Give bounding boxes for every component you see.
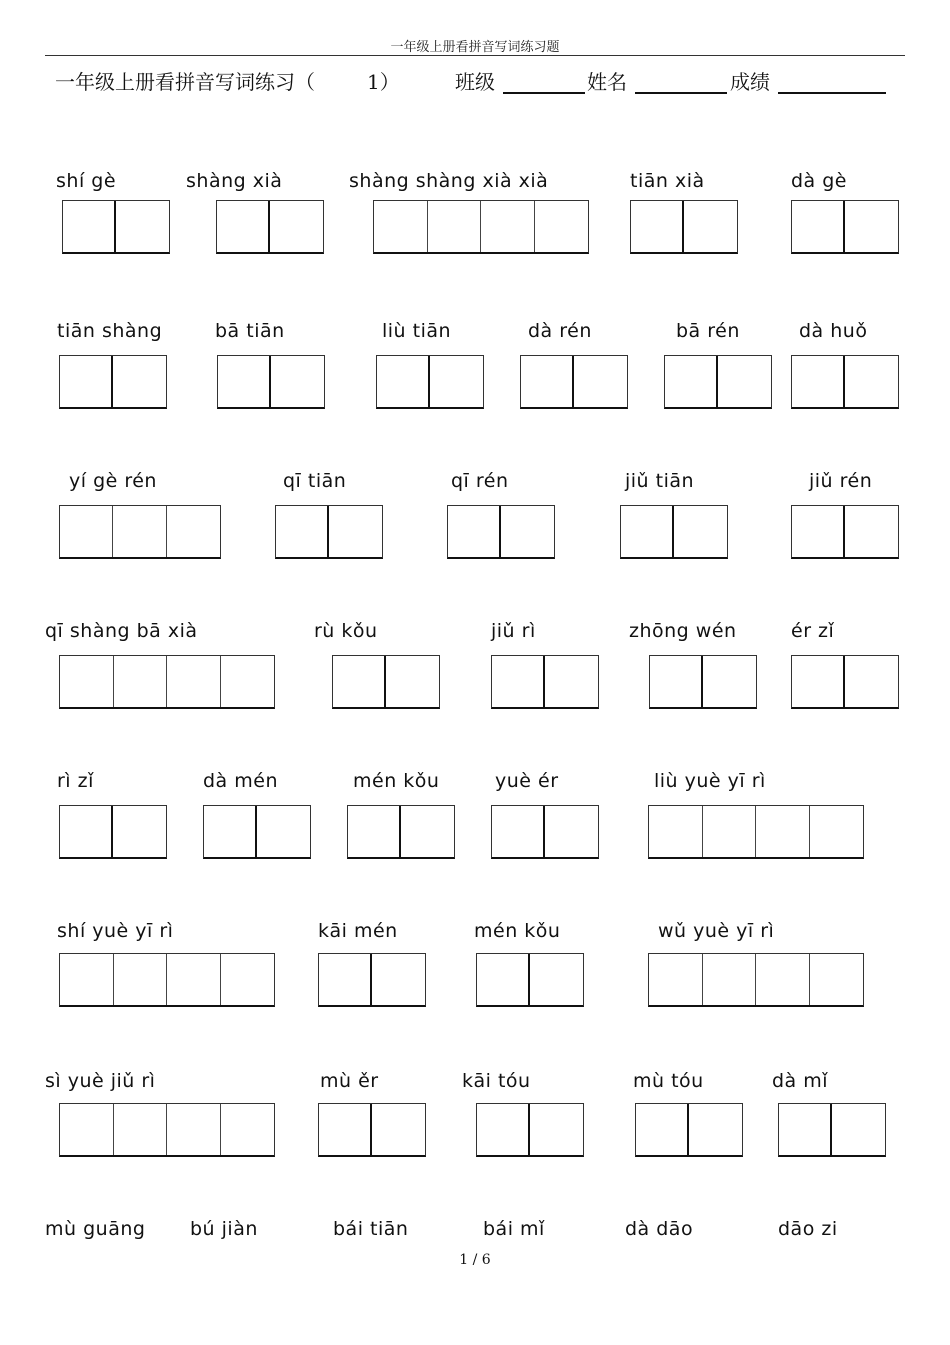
writing-cell[interactable] xyxy=(756,806,810,857)
writing-boxes[interactable] xyxy=(649,655,757,709)
writing-cell[interactable] xyxy=(845,656,898,707)
writing-cell[interactable] xyxy=(428,201,482,252)
pinyin-label: qī rén xyxy=(451,470,509,492)
writing-cell[interactable] xyxy=(271,356,324,407)
writing-cell[interactable] xyxy=(372,954,425,1005)
pinyin-label: shí yuè yī rì xyxy=(57,920,174,942)
writing-cell[interactable] xyxy=(481,201,535,252)
pinyin-label: ér zǐ xyxy=(791,620,835,642)
writing-cell[interactable] xyxy=(319,1104,372,1155)
writing-cell[interactable] xyxy=(276,506,329,557)
writing-cell[interactable] xyxy=(621,506,674,557)
writing-cell[interactable] xyxy=(703,806,757,857)
writing-cell[interactable] xyxy=(792,506,845,557)
writing-cell[interactable] xyxy=(631,201,684,252)
header-rule xyxy=(45,55,905,56)
writing-cell[interactable] xyxy=(792,201,845,252)
writing-cell[interactable] xyxy=(792,356,845,407)
writing-cell[interactable] xyxy=(845,506,898,557)
writing-cell[interactable] xyxy=(545,656,598,707)
writing-cell[interactable] xyxy=(521,356,574,407)
writing-boxes[interactable] xyxy=(791,505,899,559)
writing-cell[interactable] xyxy=(329,506,382,557)
writing-boxes[interactable] xyxy=(376,355,484,409)
pinyin-label: qī shàng bā xià xyxy=(45,620,198,642)
writing-cell[interactable] xyxy=(684,201,737,252)
writing-cell[interactable] xyxy=(63,201,116,252)
writing-boxes[interactable] xyxy=(664,355,772,409)
writing-boxes[interactable] xyxy=(373,200,589,254)
writing-cell[interactable] xyxy=(60,506,113,557)
pinyin-label: mù guāng xyxy=(45,1218,146,1240)
writing-cell[interactable] xyxy=(718,356,771,407)
class-blank[interactable] xyxy=(503,92,585,94)
writing-boxes[interactable] xyxy=(630,200,738,254)
writing-cell[interactable] xyxy=(756,954,810,1005)
pinyin-label: jiǔ rén xyxy=(809,470,873,492)
writing-cell[interactable] xyxy=(649,954,703,1005)
pinyin-label: bái tiān xyxy=(333,1218,409,1240)
writing-boxes[interactable] xyxy=(791,355,899,409)
writing-cell[interactable] xyxy=(674,506,727,557)
writing-boxes[interactable] xyxy=(59,805,167,859)
pinyin-label: liù yuè yī rì xyxy=(654,770,766,792)
writing-cell[interactable] xyxy=(270,201,323,252)
writing-boxes[interactable] xyxy=(447,505,555,559)
pinyin-label: dà gè xyxy=(791,170,847,192)
writing-boxes[interactable] xyxy=(217,355,325,409)
writing-cell[interactable] xyxy=(374,201,428,252)
writing-boxes[interactable] xyxy=(318,1103,426,1157)
writing-cell[interactable] xyxy=(217,201,270,252)
writing-cell[interactable] xyxy=(167,656,221,707)
writing-boxes[interactable] xyxy=(791,200,899,254)
writing-boxes[interactable] xyxy=(491,655,599,709)
writing-cell[interactable] xyxy=(792,656,845,707)
pinyin-label: dà dāo xyxy=(625,1218,694,1240)
writing-boxes[interactable] xyxy=(59,505,221,559)
writing-cell[interactable] xyxy=(204,806,257,857)
writing-boxes[interactable] xyxy=(491,805,599,859)
writing-cell[interactable] xyxy=(545,806,598,857)
pinyin-label: shàng shàng xià xià xyxy=(349,170,549,192)
writing-cell[interactable] xyxy=(113,506,166,557)
pinyin-label: mén kǒu xyxy=(474,920,561,942)
worksheet-title-line xyxy=(55,66,905,96)
pinyin-label: liù tiān xyxy=(382,320,452,342)
writing-boxes[interactable] xyxy=(791,655,899,709)
writing-boxes[interactable] xyxy=(476,953,584,1007)
writing-boxes[interactable] xyxy=(635,1103,743,1157)
writing-cell[interactable] xyxy=(167,506,220,557)
writing-cell[interactable] xyxy=(221,656,275,707)
writing-boxes[interactable] xyxy=(347,805,455,859)
writing-boxes[interactable] xyxy=(318,953,426,1007)
pinyin-label: dà mǐ xyxy=(772,1070,829,1092)
pinyin-label: rù kǒu xyxy=(314,620,378,642)
pinyin-label: wǔ yuè yī rì xyxy=(658,920,775,942)
writing-cell[interactable] xyxy=(167,1104,221,1155)
writing-cell[interactable] xyxy=(636,1104,689,1155)
pinyin-label: jiǔ tiān xyxy=(625,470,695,492)
pinyin-label: tiān shàng xyxy=(57,320,163,342)
writing-cell[interactable] xyxy=(60,806,113,857)
writing-cell[interactable] xyxy=(779,1104,832,1155)
pinyin-label: yí gè rén xyxy=(69,470,157,492)
class-label: 班级 xyxy=(455,70,495,94)
writing-cell[interactable] xyxy=(649,806,703,857)
writing-cell[interactable] xyxy=(60,356,113,407)
writing-boxes[interactable] xyxy=(778,1103,886,1157)
writing-cell[interactable] xyxy=(845,201,898,252)
writing-boxes[interactable] xyxy=(59,655,275,709)
writing-cell[interactable] xyxy=(113,806,166,857)
pinyin-label: rì zǐ xyxy=(57,770,94,792)
pinyin-label: shí gè xyxy=(56,170,117,192)
writing-cell[interactable] xyxy=(535,201,589,252)
writing-boxes[interactable] xyxy=(216,200,324,254)
pinyin-label: qī tiān xyxy=(283,470,347,492)
pinyin-label: bú jiàn xyxy=(190,1218,258,1240)
writing-cell[interactable] xyxy=(114,656,168,707)
writing-boxes[interactable] xyxy=(476,1103,584,1157)
pinyin-label: sì yuè jiǔ rì xyxy=(45,1070,156,1092)
pinyin-label: bā rén xyxy=(676,320,740,342)
writing-boxes[interactable] xyxy=(620,505,728,559)
pinyin-label: zhōng wén xyxy=(629,620,737,642)
writing-cell[interactable] xyxy=(530,954,583,1005)
writing-boxes[interactable] xyxy=(59,355,167,409)
writing-cell[interactable] xyxy=(114,954,168,1005)
pinyin-label: mù tóu xyxy=(633,1070,704,1092)
writing-boxes[interactable] xyxy=(59,953,275,1007)
writing-cell[interactable] xyxy=(167,954,221,1005)
writing-cell[interactable] xyxy=(401,806,454,857)
writing-cell[interactable] xyxy=(703,954,757,1005)
page-number: 1 / 6 xyxy=(459,1252,491,1268)
writing-boxes[interactable] xyxy=(203,805,311,859)
pinyin-label: shàng xià xyxy=(186,170,283,192)
writing-cell[interactable] xyxy=(650,656,703,707)
pinyin-label: mén kǒu xyxy=(353,770,440,792)
pinyin-label: dà mén xyxy=(203,770,278,792)
pinyin-label: tiān xià xyxy=(630,170,705,192)
writing-cell[interactable] xyxy=(492,656,545,707)
writing-boxes[interactable] xyxy=(332,655,440,709)
writing-cell[interactable] xyxy=(221,1104,275,1155)
writing-boxes[interactable] xyxy=(648,805,864,859)
writing-boxes[interactable] xyxy=(59,1103,275,1157)
writing-cell[interactable] xyxy=(492,806,545,857)
writing-cell[interactable] xyxy=(845,356,898,407)
pinyin-label: dà rén xyxy=(528,320,592,342)
pinyin-label: yuè ér xyxy=(495,770,559,792)
writing-cell[interactable] xyxy=(689,1104,742,1155)
writing-boxes[interactable] xyxy=(648,953,864,1007)
writing-cell[interactable] xyxy=(372,1104,425,1155)
writing-cell[interactable] xyxy=(448,506,501,557)
pinyin-label: dà huǒ xyxy=(799,320,868,342)
writing-cell[interactable] xyxy=(114,1104,168,1155)
score-blank[interactable] xyxy=(778,92,886,94)
pinyin-label: jiǔ rì xyxy=(491,620,536,642)
writing-cell[interactable] xyxy=(113,356,166,407)
writing-cell[interactable] xyxy=(218,356,271,407)
writing-cell[interactable] xyxy=(377,356,430,407)
writing-cell[interactable] xyxy=(703,656,756,707)
writing-boxes[interactable] xyxy=(275,505,383,559)
score-label: 成绩 xyxy=(730,70,770,94)
writing-cell[interactable] xyxy=(60,1104,114,1155)
writing-cell[interactable] xyxy=(386,656,439,707)
writing-cell[interactable] xyxy=(574,356,627,407)
writing-boxes[interactable] xyxy=(520,355,628,409)
pinyin-label: kāi tóu xyxy=(462,1070,531,1092)
writing-cell[interactable] xyxy=(348,806,401,857)
name-blank[interactable] xyxy=(635,92,727,94)
writing-cell[interactable] xyxy=(221,954,275,1005)
writing-cell[interactable] xyxy=(333,656,386,707)
writing-cell[interactable] xyxy=(319,954,372,1005)
writing-cell[interactable] xyxy=(530,1104,583,1155)
writing-cell[interactable] xyxy=(810,806,864,857)
worksheet-number: 1） xyxy=(367,70,400,94)
pinyin-label: mù ěr xyxy=(320,1070,379,1092)
writing-cell[interactable] xyxy=(665,356,718,407)
pinyin-label: bái mǐ xyxy=(483,1218,545,1240)
writing-cell[interactable] xyxy=(60,954,114,1005)
writing-cell[interactable] xyxy=(60,656,114,707)
writing-cell[interactable] xyxy=(477,954,530,1005)
writing-cell[interactable] xyxy=(810,954,864,1005)
writing-boxes[interactable] xyxy=(62,200,170,254)
pinyin-label: bā tiān xyxy=(215,320,285,342)
worksheet-title: 一年级上册看拼音写词练习（ xyxy=(55,70,315,94)
name-label: 姓名 xyxy=(587,70,627,94)
pinyin-label: kāi mén xyxy=(318,920,398,942)
writing-cell[interactable] xyxy=(257,806,310,857)
writing-cell[interactable] xyxy=(430,356,483,407)
pinyin-label: dāo zi xyxy=(778,1218,838,1240)
writing-cell[interactable] xyxy=(116,201,169,252)
writing-cell[interactable] xyxy=(477,1104,530,1155)
writing-cell[interactable] xyxy=(832,1104,885,1155)
writing-cell[interactable] xyxy=(501,506,554,557)
running-header: 一年级上册看拼音写词练习题 xyxy=(390,40,560,55)
